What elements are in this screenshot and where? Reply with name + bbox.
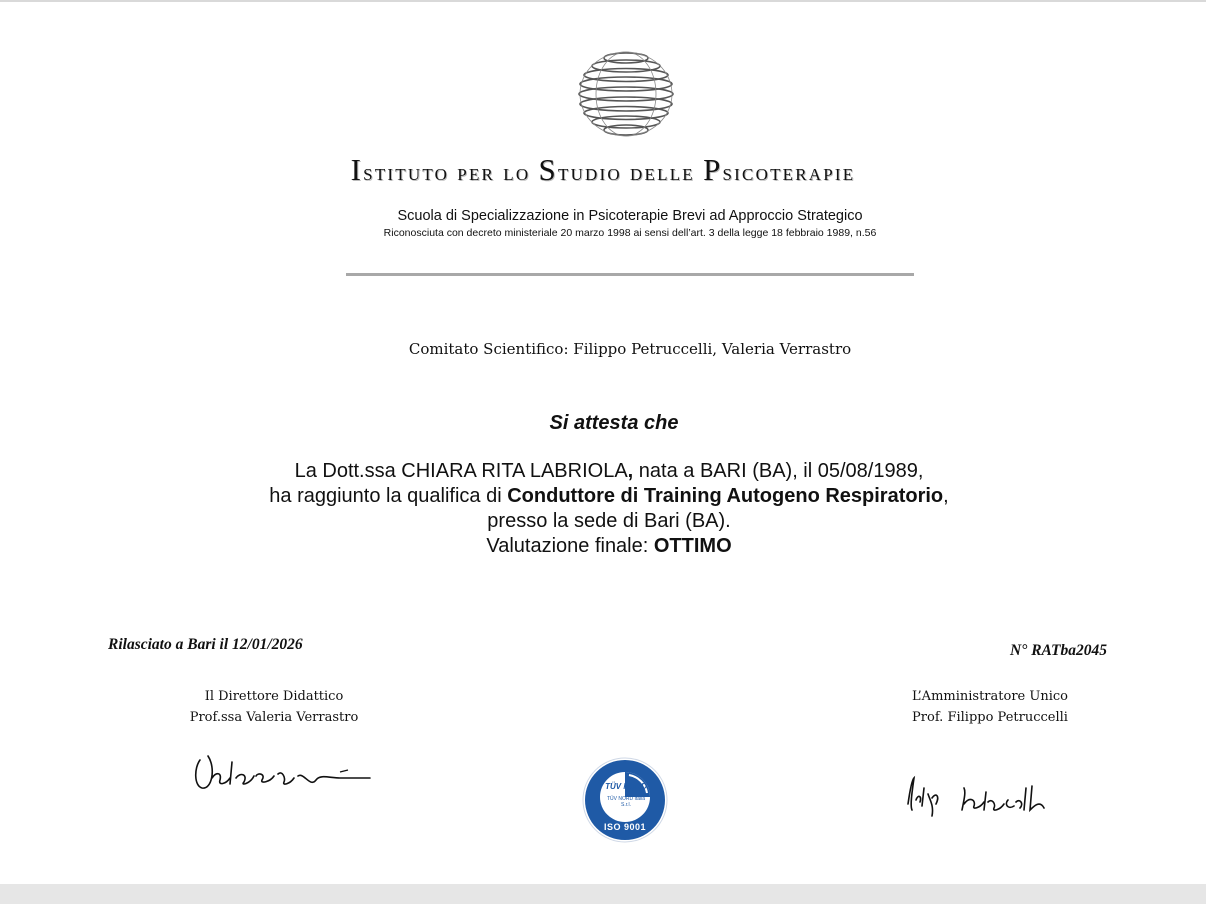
institute-subtitle: Scuola di Specializzazione in Psicoterapie Brevi ad Approccio Strategico xyxy=(397,208,863,224)
bottom-bar xyxy=(0,884,1206,904)
scientific-committee: Comitato Scientifico: Filippo Petruccelli, Valeria Verrastro xyxy=(408,340,852,358)
recognition-note: Riconosciuta con decreto ministeriale 20 marzo 1998 ai sensi dell’art. 3 della legge 18 febbraio 1989, n.56 xyxy=(383,227,877,239)
seal-brand: TÜV NORD xyxy=(605,782,647,791)
final-grade: OTTIMO xyxy=(653,535,732,557)
seal-subtext: TÜV NORD Italia S.r.l. xyxy=(606,796,646,808)
administrator-signature xyxy=(900,770,1065,820)
header-divider xyxy=(346,273,914,276)
attestation-line-4: Valutazione finale: OTTIMO xyxy=(486,535,732,557)
institute-title: Istituto per lo Studio delle Psicoterapie xyxy=(350,152,856,187)
top-border xyxy=(0,0,1206,2)
director-signature xyxy=(190,748,375,798)
administrator-name: Prof. Filippo Petruccelli xyxy=(912,710,1068,725)
director-block xyxy=(144,686,404,728)
administrator-role: L’Amministratore Unico xyxy=(912,689,1068,704)
attestation-heading: Si attesta che xyxy=(549,412,679,434)
certificate-number: N° RATba2045 xyxy=(1009,642,1107,659)
seal-standard: ISO 9001 xyxy=(603,822,647,832)
sphere-logo-icon xyxy=(577,48,675,140)
qualification: Conduttore di Training Autogeno Respiratorio xyxy=(507,485,944,507)
attestation-line-3: presso la sede di Bari (BA). xyxy=(487,510,731,532)
director-role: Il Direttore Didattico xyxy=(204,689,344,704)
director-name: Prof.ssa Valeria Verrastro xyxy=(189,710,359,725)
attestation-line-2: ha raggiunto la qualifica di Conduttore di Training Autogeno Respiratorio, xyxy=(269,485,949,507)
attestation-body xyxy=(150,459,1068,559)
administrator-block xyxy=(860,686,1120,728)
attestation-line-1: La Dott.ssa CHIARA RITA LABRIOLA, nata a BARI (BA), il 05/08/1989, xyxy=(294,460,924,482)
issue-date: Rilasciato a Bari il 12/01/2026 xyxy=(108,636,303,653)
